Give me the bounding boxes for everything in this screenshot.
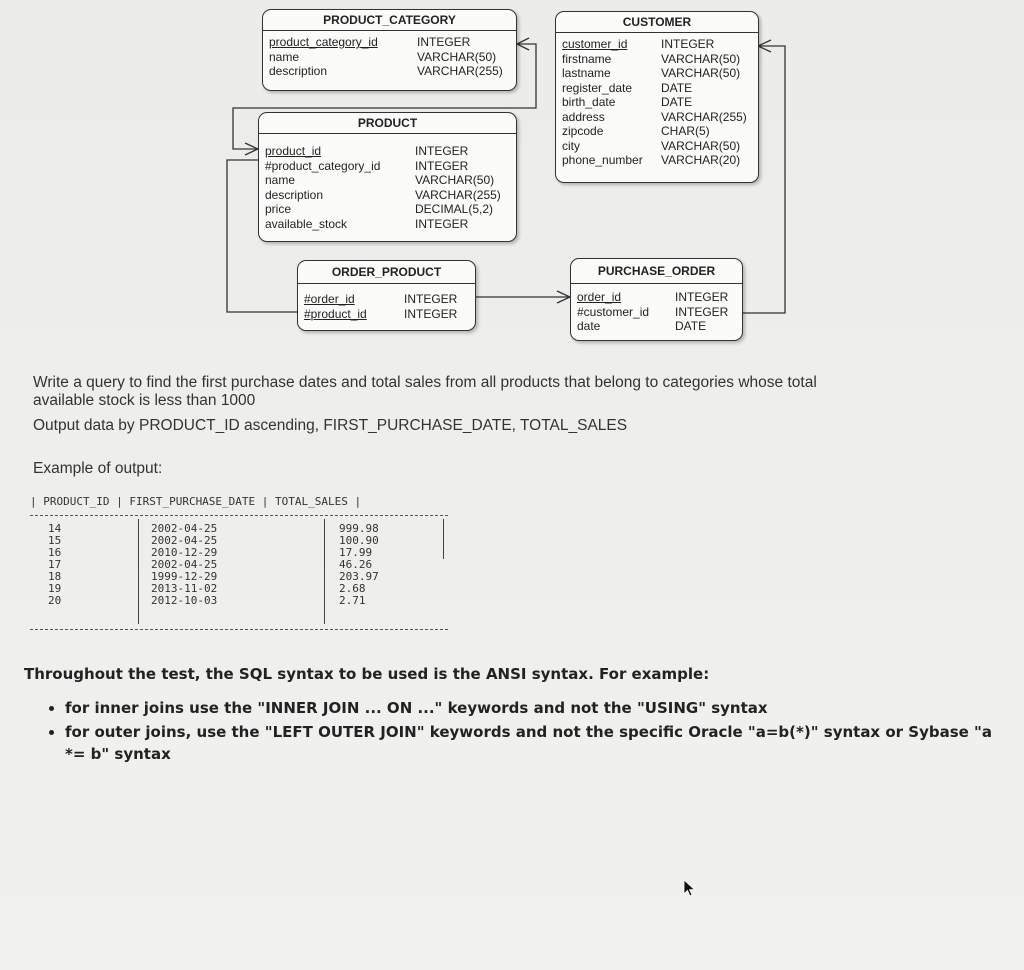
column-type: INTEGER <box>404 306 458 321</box>
output-cell-first-purchase-date: 2002-04-25 <box>151 522 218 535</box>
output-cell-first-purchase-date: 2012-10-03 <box>151 594 218 607</box>
question-line-1: Write a query to find the first purchase dates and total sales from all products that belong to categories whose total <box>33 374 817 391</box>
table-product <box>258 112 517 242</box>
output-column-product-id <box>48 523 61 607</box>
table-row <box>571 319 742 334</box>
output-cell-product-id: 20 <box>48 594 62 607</box>
column-name: birth_date <box>562 95 616 109</box>
column-type: VARCHAR(50) <box>415 173 495 187</box>
output-cell-total-sales: 999.98 <box>339 522 379 535</box>
column-type: VARCHAR(50) <box>661 138 741 153</box>
table-row <box>556 139 758 154</box>
table-row <box>263 35 516 50</box>
table-title: ORDER_PRODUCT <box>298 261 475 284</box>
column-type: VARCHAR(255) <box>661 109 747 124</box>
table-row <box>259 217 516 232</box>
output-cell-first-purchase-date: 2002-04-25 <box>151 558 218 571</box>
table-row <box>556 124 758 139</box>
table-row <box>556 110 758 125</box>
column-type: VARCHAR(255) <box>417 64 503 78</box>
table-row <box>263 64 516 79</box>
output-cell-product-id: 19 <box>48 582 62 595</box>
output-cell-product-id: 14 <box>48 522 62 535</box>
rules-bullet: • for inner joins use the "INNER JOIN ... ON ..." keywords and not the "USING" syntax <box>65 697 1004 719</box>
table-row <box>556 52 758 67</box>
rules-bullet: • for outer joins, use the "LEFT OUTER JOIN" keywords and not the specific Oracle "a=b(*)" syntax or Sybase "a *= b" syntax <box>65 721 1004 765</box>
table-row <box>263 50 516 65</box>
table-row <box>556 95 758 110</box>
table-purchase-order <box>570 258 743 341</box>
table-row <box>259 159 516 174</box>
mouse-cursor-icon <box>683 879 697 897</box>
column-type: DATE <box>661 95 693 109</box>
output-cell-product-id: 15 <box>48 534 62 547</box>
column-type: VARCHAR(20) <box>661 153 741 167</box>
output-column-first-purchase-date <box>151 523 217 607</box>
output-col-separator <box>443 519 444 559</box>
column-type: VARCHAR(50) <box>417 49 497 64</box>
column-name: register_date <box>562 80 633 95</box>
table-row <box>298 307 475 322</box>
column-type: INTEGER <box>415 216 469 231</box>
column-name: name <box>269 49 300 64</box>
output-cell-first-purchase-date: 2002-04-25 <box>151 534 218 547</box>
column-name: #customer_id <box>577 304 650 319</box>
table-row <box>571 290 742 305</box>
column-name: city <box>562 138 580 153</box>
table-row <box>259 188 516 203</box>
rules-intro: Throughout the test, the SQL syntax to be used is the ANSI syntax. For example: <box>24 665 710 683</box>
example-label: Example of output: <box>33 460 163 477</box>
rules-list <box>24 697 1004 765</box>
output-column-total-sales <box>339 523 379 607</box>
table-order-product <box>297 260 476 331</box>
column-name: date <box>577 319 601 333</box>
column-type: DATE <box>675 319 707 333</box>
output-cell-total-sales: 46.26 <box>339 558 373 571</box>
table-product-category <box>262 9 517 91</box>
output-cell-total-sales: 2.71 <box>339 594 366 607</box>
column-name: order_id <box>577 290 622 304</box>
column-type: DATE <box>661 80 693 95</box>
question-line-3: Output data by PRODUCT_ID ascending, FIRST_PURCHASE_DATE, TOTAL_SALES <box>33 417 628 434</box>
column-name: firstname <box>562 51 612 66</box>
output-cell-first-purchase-date: 1999-12-29 <box>151 570 218 583</box>
column-name: #product_id <box>304 306 367 321</box>
output-cell-total-sales: 203.97 <box>339 570 379 583</box>
column-type: INTEGER <box>415 144 469 158</box>
table-row <box>556 66 758 81</box>
column-type: DECIMAL(5,2) <box>415 202 494 216</box>
table-row <box>259 173 516 188</box>
column-name: #order_id <box>304 292 355 306</box>
output-cell-total-sales: 100.90 <box>339 534 379 547</box>
output-divider-top <box>30 515 448 516</box>
column-name: product_category_id <box>269 35 378 49</box>
table-title: PRODUCT_CATEGORY <box>263 10 516 31</box>
table-title: CUSTOMER <box>556 12 758 33</box>
column-type: INTEGER <box>675 290 729 304</box>
column-name: zipcode <box>562 124 604 138</box>
column-type: VARCHAR(50) <box>661 66 741 80</box>
output-cell-total-sales: 17.99 <box>339 546 373 559</box>
table-title: PURCHASE_ORDER <box>571 259 742 284</box>
column-name: description <box>269 64 328 78</box>
column-name: description <box>265 187 324 202</box>
output-cell-first-purchase-date: 2010-12-29 <box>151 546 218 559</box>
table-row <box>556 37 758 52</box>
column-type: VARCHAR(50) <box>661 51 741 66</box>
column-type: INTEGER <box>661 37 715 51</box>
column-type: CHAR(5) <box>661 124 710 138</box>
column-type: INTEGER <box>404 292 458 306</box>
column-name: available_stock <box>265 216 348 231</box>
output-col-separator <box>324 519 325 624</box>
table-row <box>571 305 742 320</box>
column-name: phone_number <box>562 153 643 167</box>
column-name: name <box>265 173 296 187</box>
table-customer <box>555 11 759 183</box>
output-cell-product-id: 18 <box>48 570 62 583</box>
table-row <box>259 202 516 217</box>
column-name: lastname <box>562 66 611 80</box>
output-header: | PRODUCT_ID | FIRST_PURCHASE_DATE | TOTAL_SALES | <box>30 495 362 508</box>
output-cell-product-id: 17 <box>48 558 62 571</box>
column-name: address <box>562 109 605 124</box>
column-type: INTEGER <box>417 35 471 49</box>
column-name: price <box>265 202 292 216</box>
column-name: customer_id <box>562 37 628 51</box>
column-type: INTEGER <box>415 158 469 173</box>
table-row <box>259 144 516 159</box>
question-line-2: available stock is less than 1000 <box>33 392 256 409</box>
column-type: VARCHAR(255) <box>415 187 501 202</box>
table-row <box>556 81 758 96</box>
table-row <box>556 153 758 168</box>
table-title: PRODUCT <box>259 113 516 134</box>
output-cell-first-purchase-date: 2013-11-02 <box>151 582 218 595</box>
table-row <box>298 292 475 307</box>
output-cell-total-sales: 2.68 <box>339 582 366 595</box>
output-divider-bottom <box>30 629 448 630</box>
syntax-rules <box>24 665 1004 767</box>
output-cell-product-id: 16 <box>48 546 62 559</box>
column-type: INTEGER <box>675 304 729 319</box>
column-name: product_id <box>265 144 322 158</box>
output-col-separator <box>138 519 139 624</box>
column-name: #product_category_id <box>265 158 381 173</box>
